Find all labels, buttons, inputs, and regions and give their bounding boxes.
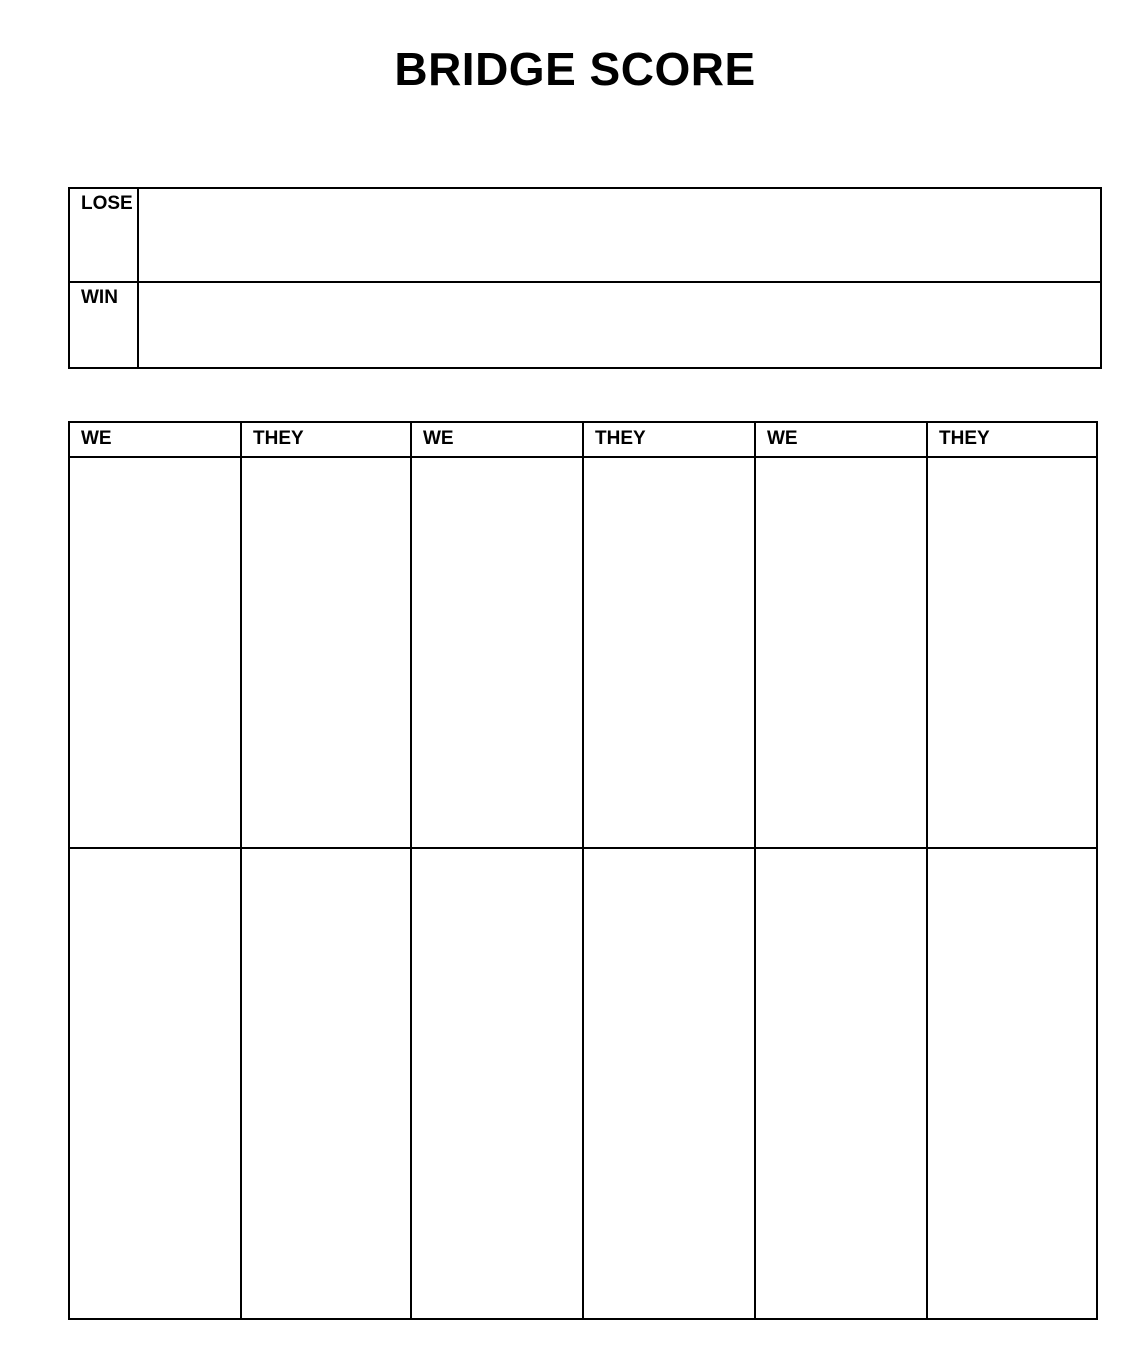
score-column-they-3 (928, 423, 1096, 1318)
below-line-cell[interactable] (70, 849, 240, 1318)
above-line-cell[interactable] (242, 458, 410, 849)
column-header-label: WE (81, 428, 112, 449)
column-header-label: THEY (595, 428, 646, 449)
score-column-we-2 (412, 423, 584, 1318)
above-line-cell[interactable] (584, 458, 754, 849)
column-header-label: WE (767, 428, 798, 449)
lose-entry-cell[interactable] (139, 189, 1100, 281)
score-grid (68, 421, 1098, 1320)
lose-win-box (68, 187, 1102, 369)
column-header (242, 423, 410, 458)
above-line-cell[interactable] (756, 458, 926, 849)
column-header-label: WE (423, 428, 454, 449)
column-header (756, 423, 926, 458)
lose-label: LOSE (81, 193, 133, 214)
column-header-label: THEY (253, 428, 304, 449)
score-column-we-1 (70, 423, 242, 1318)
column-header (412, 423, 582, 458)
win-label: WIN (81, 287, 118, 308)
below-line-cell[interactable] (928, 849, 1096, 1318)
column-header (928, 423, 1096, 458)
page-title: BRIDGE SCORE (394, 43, 756, 95)
below-line-cell[interactable] (756, 849, 926, 1318)
score-column-they-1 (242, 423, 412, 1318)
lose-row (70, 189, 1100, 283)
below-line-cell[interactable] (584, 849, 754, 1318)
below-line-cell[interactable] (242, 849, 410, 1318)
above-line-cell[interactable] (412, 458, 582, 849)
lose-label-cell (70, 189, 139, 281)
column-header (584, 423, 754, 458)
below-line-cell[interactable] (412, 849, 582, 1318)
above-line-cell[interactable] (70, 458, 240, 849)
column-header (70, 423, 240, 458)
score-column-they-2 (584, 423, 756, 1318)
score-column-we-3 (756, 423, 928, 1318)
win-entry-cell[interactable] (139, 283, 1100, 367)
win-row (70, 283, 1100, 367)
above-line-cell[interactable] (928, 458, 1096, 849)
column-header-label: THEY (939, 428, 990, 449)
win-label-cell (70, 283, 139, 367)
